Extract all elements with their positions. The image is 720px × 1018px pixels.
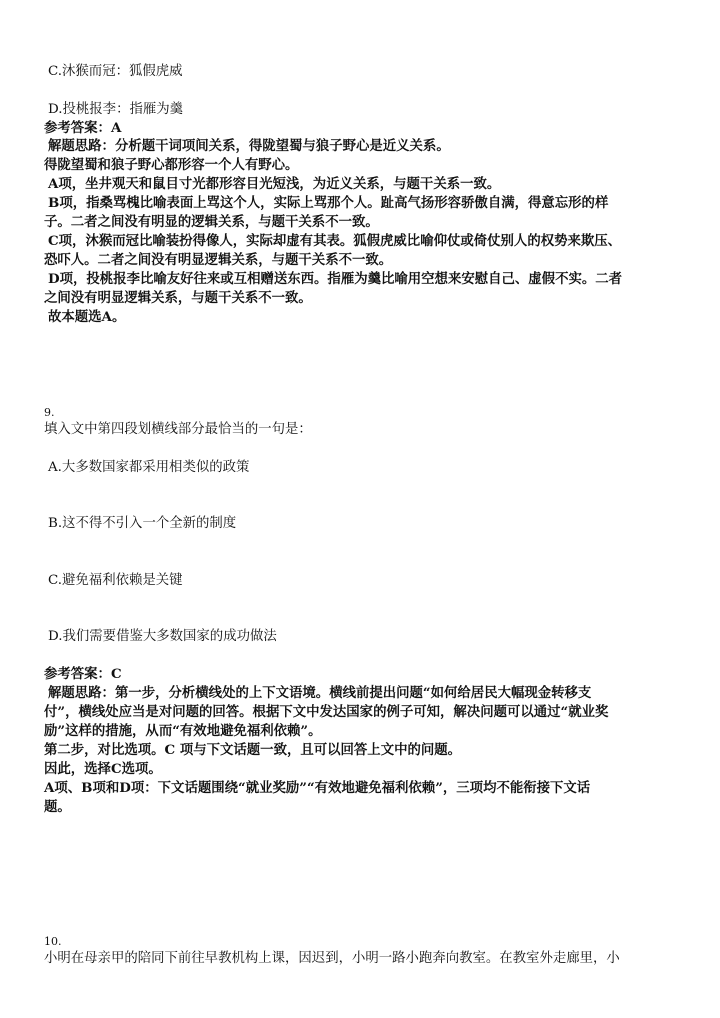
q9-explanation-line: A项、B项和D项：下文话题围绕“就业奖励”“有效地避免福利依赖”，三项均不能衔接下文话 — [44, 780, 591, 796]
q8-explanation-line: 之间没有明显逻辑关系，与题干关系不一致。 — [44, 290, 312, 306]
q9-explanation-line: 因此，选择C选项。 — [44, 761, 162, 777]
q8-explanation-line: 子。二者之间没有明显的逻辑关系，与题干关系不一致。 — [44, 214, 379, 230]
q9-option-d: D.我们需要借鉴大多数国家的成功做法 — [48, 629, 277, 644]
q10-stem: 小明在母亲甲的陪同下前往早教机构上课，因迟到，小明一路小跑奔向教室。在教室外走廊里，小 — [44, 951, 620, 966]
q9-option-c: C.避免福利依赖是关键 — [48, 573, 183, 588]
q8-explanation-line: 故本题选A。 — [48, 309, 126, 325]
q9-number: 9. — [44, 406, 55, 419]
q9-answer: 参考答案：C — [44, 666, 122, 682]
q8-explanation-line: C项，沐猴而冠比喻装扮得像人，实际却虚有其表。狐假虎威比喻仰仗或倚仗别人的权势来欺压、 — [48, 233, 622, 249]
q10-number: 10. — [44, 935, 62, 948]
q9-option-a: A.大多数国家都采用相类似的政策 — [48, 460, 250, 475]
q9-explanation-line: 题。 — [44, 799, 71, 815]
q8-explanation-line: B项，指桑骂槐比喻表面上骂这个人，实际上骂那个人。趾高气扬形容骄傲自满，得意忘形的样 — [48, 195, 609, 211]
q8-option-c: C.沐猴而冠：狐假虎威 — [48, 64, 183, 79]
q9-stem: 填入文中第四段划横线部分最恰当的一句是： — [44, 422, 312, 437]
q9-explanation-line: 付”，横线处应当是对问题的回答。根据下文中发达国家的例子可知，解决问题可以通过“就业奖 — [44, 704, 609, 720]
q9-explanation-line: 励”这样的措施，从而“有效地避免福利依赖”。 — [44, 723, 322, 739]
q9-explanation-line: 解题思路：第一步，分析横线处的上下文语境。横线前提出问题“如何给居民大幅现金转移支 — [48, 685, 592, 701]
q9-explanation-line: 第二步，对比选项。C 项与下文话题一致，且可以回答上文中的问题。 — [44, 742, 462, 758]
q8-explanation-line: D项，投桃报李比喻友好往来或互相赠送东西。指雁为羹比喻用空想来安慰自己、虚假不实。二者 — [48, 271, 623, 287]
q9-option-b: B.这不得不引入一个全新的制度 — [48, 516, 237, 531]
q8-explanation-line: 得陇望蜀和狼子野心都形容一个人有野心。 — [44, 157, 299, 173]
q8-answer: 参考答案：A — [44, 120, 122, 136]
q8-explanation-line: A项，坐井观天和鼠目寸光都形容目光短浅，为近义关系，与题干关系一致。 — [48, 176, 501, 192]
q8-explanation-line: 解题思路：分析题干词项间关系，得陇望蜀与狼子野心是近义关系。 — [48, 138, 450, 154]
q8-explanation-line: 恐吓人。二者之间没有明显逻辑关系，与题干关系不一致。 — [44, 252, 393, 268]
q8-option-d: D.投桃报李：指雁为羹 — [48, 102, 184, 117]
